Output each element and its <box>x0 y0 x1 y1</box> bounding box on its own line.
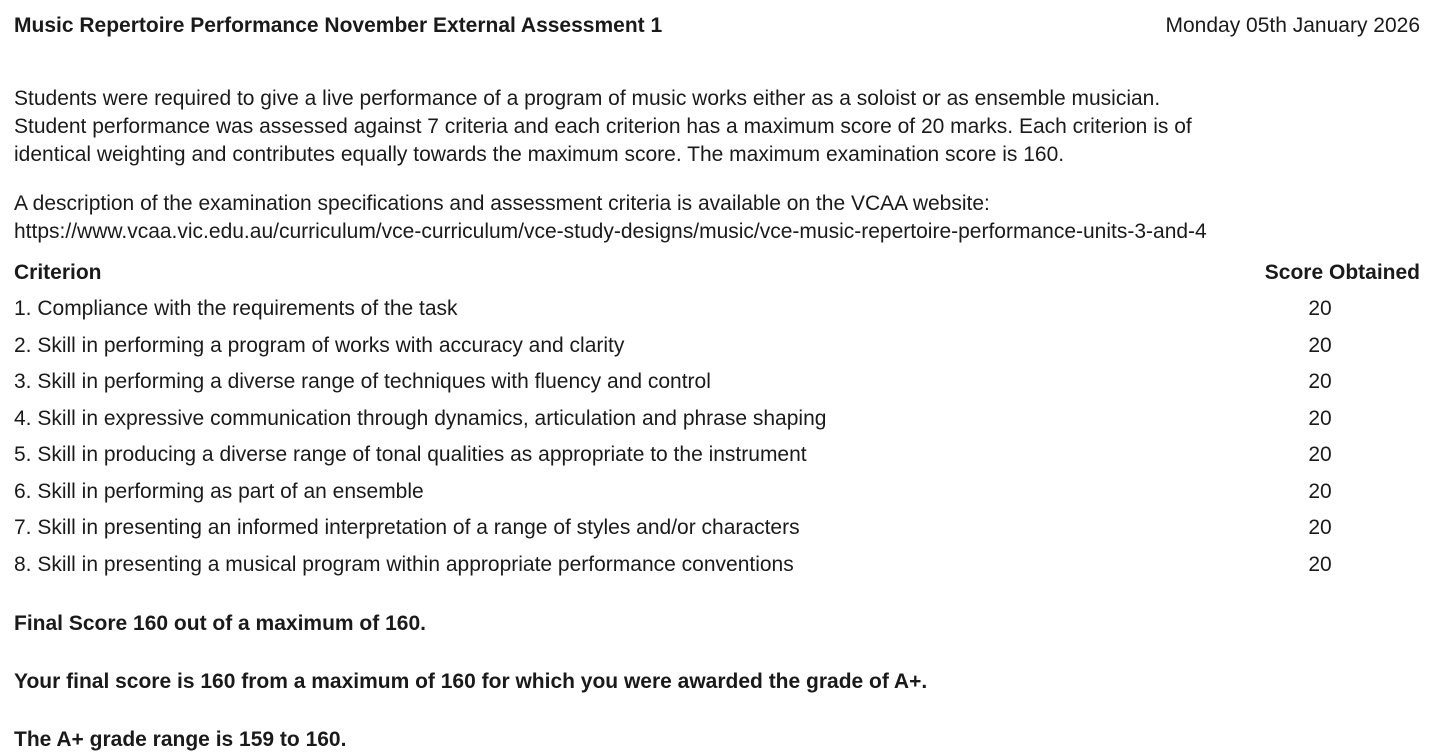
criterion-score: 20 <box>1308 479 1332 503</box>
score-summary <box>14 610 1420 754</box>
criterion-label: 1. Compliance with the requirements of the task <box>14 297 458 320</box>
description-line: identical weighting and contributes equally towards the maximum score. The maximum examination score is 160. <box>14 143 1065 166</box>
criterion-score: 20 <box>1308 370 1332 393</box>
table-row <box>14 368 1420 396</box>
criterion-score: 20 <box>1308 297 1332 320</box>
table-row <box>14 441 1420 469</box>
table-row <box>14 514 1420 542</box>
grade-awarded-statement: Your final score is 160 from a maximum of 160 for which you were awarded the grade of A+. <box>14 669 928 693</box>
criterion-label: 3. Skill in performing a diverse range of techniques with fluency and control <box>14 370 711 393</box>
criterion-score: 20 <box>1308 406 1332 430</box>
criteria-score-table <box>14 259 1420 579</box>
description-line: Students were required to give a live performance of a program of music works either as a soloist or as ensemble musician. <box>14 87 1161 110</box>
table-body <box>14 295 1420 579</box>
criterion-label: 4. Skill in expressive communication through dynamics, articulation and phrase shaping <box>14 406 827 430</box>
criterion-label: 2. Skill in performing a program of works with accuracy and clarity <box>14 333 625 357</box>
criterion-score: 20 <box>1308 333 1332 357</box>
criterion-score: 20 <box>1308 552 1332 576</box>
page-title: Music Repertoire Performance November External Assessment 1 <box>14 14 663 37</box>
document-date: Monday 05th January 2026 <box>1165 14 1420 37</box>
table-row <box>14 551 1420 579</box>
final-score-statement: Final Score 160 out of a maximum of 160. <box>14 611 426 635</box>
criterion-score: 20 <box>1308 516 1332 539</box>
grade-range-statement: The A+ grade range is 159 to 160. <box>14 727 347 751</box>
website-reference-paragraph <box>14 190 1420 246</box>
table-row <box>14 295 1420 323</box>
table-row <box>14 478 1420 506</box>
criterion-label: 5. Skill in producing a diverse range of tonal qualities as appropriate to the instrument <box>14 443 807 466</box>
score-obtained-column-header: Score Obtained <box>1264 261 1420 284</box>
table-row <box>14 405 1420 433</box>
criterion-label: 8. Skill in presenting a musical program within appropriate performance conventions <box>14 552 794 576</box>
table-header-row <box>14 259 1420 287</box>
website-intro-line: A description of the examination specifications and assessment criteria is available on the VCAA website: <box>14 192 990 215</box>
vcaa-url: https://www.vcaa.vic.edu.au/curriculum/vce-curriculum/vce-study-designs/music/vce-music-repertoire-performance-units-3-and-4 <box>14 220 1207 243</box>
description-line: Student performance was assessed against 7 criteria and each criterion has a maximum score of 20 marks. Each criterion is of <box>14 115 1192 138</box>
assessment-description-paragraph <box>14 85 1420 169</box>
criterion-label: 6. Skill in performing as part of an ensemble <box>14 479 424 503</box>
criterion-column-header: Criterion <box>14 261 102 284</box>
criterion-score: 20 <box>1308 443 1332 466</box>
criterion-label: 7. Skill in presenting an informed interpretation of a range of styles and/or characters <box>14 516 800 539</box>
table-row <box>14 332 1420 360</box>
document-header <box>14 12 1420 40</box>
